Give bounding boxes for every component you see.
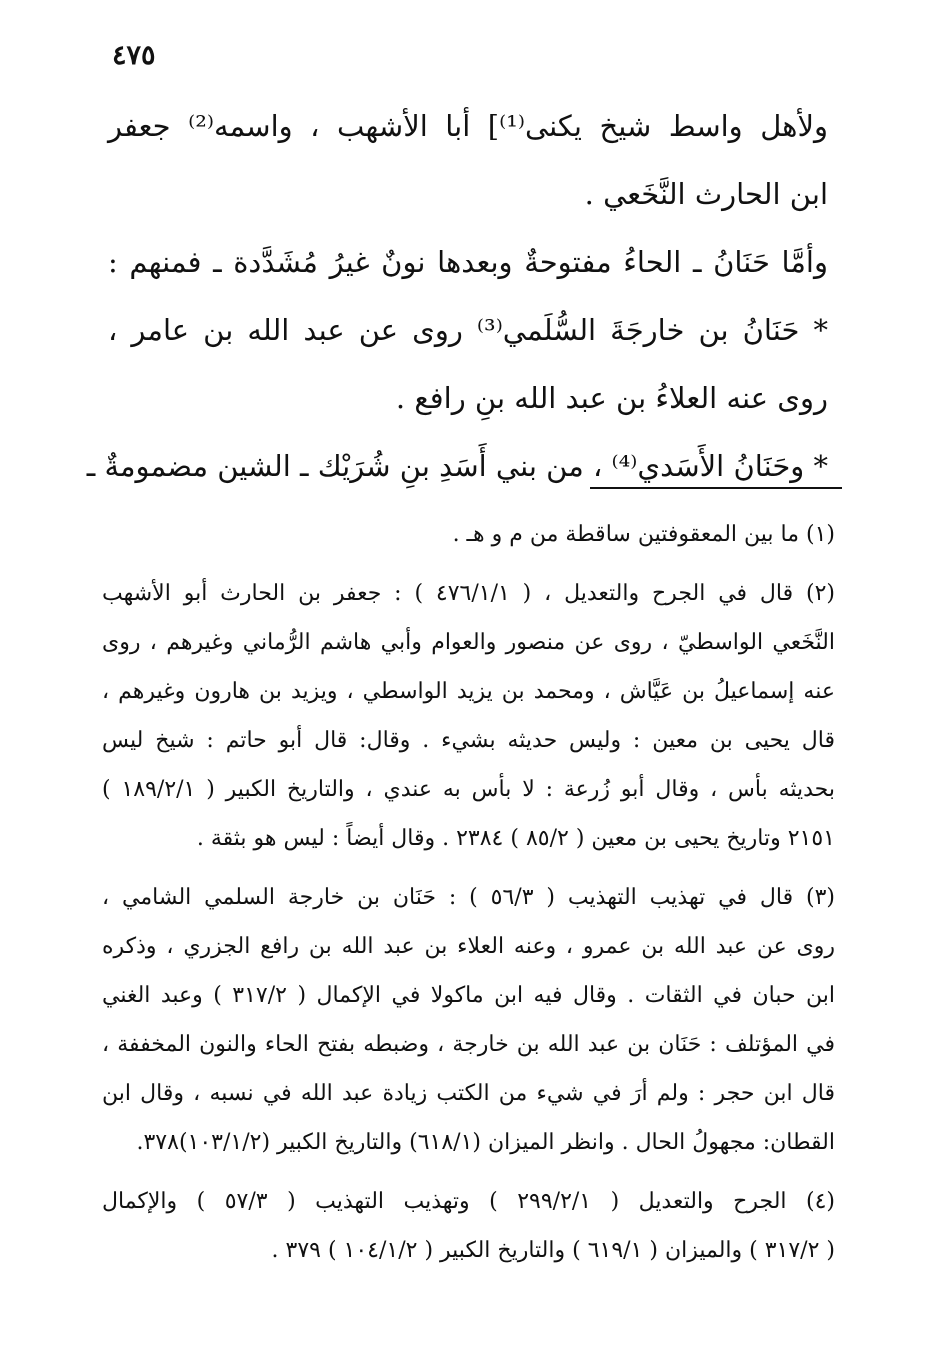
- main-line: روى عنه العلاءُ بن عبد الله بنِ رافع .: [395, 381, 828, 415]
- footnote-line: ٢١٥١ وتاريخ يحيى بن معين ( ٨٥/٢ ) ٢٣٨٤ . وقال أيضاً : ليس هو بثقة .: [196, 826, 835, 851]
- main-line: ابن الحارث النَّخَعي .: [584, 177, 828, 211]
- footnote-line: عنه إسماعيلُ بن عَيَّاش ، ومحمد بن يزيد الواسطي ، ويزيد بن هارون وغيرهم ،: [102, 679, 835, 704]
- footnotes: [102, 510, 835, 1285]
- footnote-4: [102, 1177, 835, 1275]
- main-line: وأمَّا حَنَانُ ـ الحاءُ مفتوحةٌ وبعدها نونٌ غيرُ مُشَدَّدة ـ فمنهم :: [108, 245, 828, 279]
- main-text: [86, 92, 829, 500]
- footnote-separator: [590, 487, 842, 489]
- footnote-line: (٤) الجرح والتعديل ( ٢٩٩/٢/١ ) وتهذيب التهذيب ( ٥٧/٣ ) والإكمال: [102, 1189, 835, 1214]
- footnote-line: القطان: مجهولُ الحال . وانظر الميزان (٦١٨/١) والتاريخ الكبير (١٠٣/١/٢)٣٧٨.: [136, 1130, 835, 1155]
- footnote-line: روى عن عبد الله بن عمرو ، وعنه العلاء بن عبد الله بن رافع الجزري ، وذكره: [102, 934, 835, 959]
- footnote-line: (١) ما بين المعقوفتين ساقطة من م و هـ .: [452, 522, 835, 547]
- main-line: * وحَنَانُ الأَسَدي⁽⁴⁾ ، من بني أَسَدِ بنِ شُرَيْك ـ الشين مضمومةٌ ـ: [86, 449, 828, 483]
- footnote-line: (٢) قال في الجرح والتعديل ، ( ٤٧٦/١/١ ) : جعفر بن الحارث أبو الأشهب: [102, 581, 835, 606]
- footnote-line: (٣) قال في تهذيب التهذيب ( ٥٦/٣ ) : حَنَان بن خارجة السلمي الشامي ،: [102, 885, 835, 910]
- footnote-line: ( ٣١٧/٢ ) والميزان ( ٦١٩/١ ) والتاريخ الكبير ( ١٠٤/١/٢ ) ٣٧٩ .: [271, 1238, 835, 1263]
- footnote-2: [102, 569, 835, 863]
- footnote-line: بحديثه بأس ، وقال أبو زُرعة : لا بأس به عندي ، والتاريخ الكبير ( ١٨٩/٢/١ ): [102, 777, 836, 802]
- page-number: ٤٧٥: [112, 40, 156, 71]
- footnote-line: قال يحيى بن معين : وليس حديثه بشيء . وقال: قال أبو حاتم : شيخ ليس: [102, 728, 835, 753]
- footnote-line: في المؤتلف : حَنَان بن عبد الله بن خارجة ، وضبطه بفتح الحاء والنون المخففة ،: [102, 1032, 835, 1057]
- footnote-line: قال ابن حجر : ولم أرَ في شيء من الكتب زيادة عبد الله في نسبه ، وقال ابن: [102, 1081, 835, 1106]
- footnote-3: [102, 873, 835, 1167]
- footnote-line: النَّخَعي الواسطيّ ، روى عن منصور والعوام وأبي هاشم الرُّماني وغيرهم ، روى: [102, 630, 835, 655]
- footnote-line: ابن حبان في الثقات . وقال فيه ابن ماكولا في الإكمال ( ٣١٧/٢ ) وعبد الغني: [102, 983, 835, 1008]
- main-line: * حَنَانُ بن خارجَةَ السُّلَمي⁽³⁾ روى عن عبد الله بن عامر ،: [108, 313, 828, 347]
- footnote-1: [102, 510, 835, 559]
- main-line: ولأهل واسط شيخ يكنى⁽¹⁾] أبا الأشهب ، واسمه⁽²⁾ جعفر: [108, 109, 829, 143]
